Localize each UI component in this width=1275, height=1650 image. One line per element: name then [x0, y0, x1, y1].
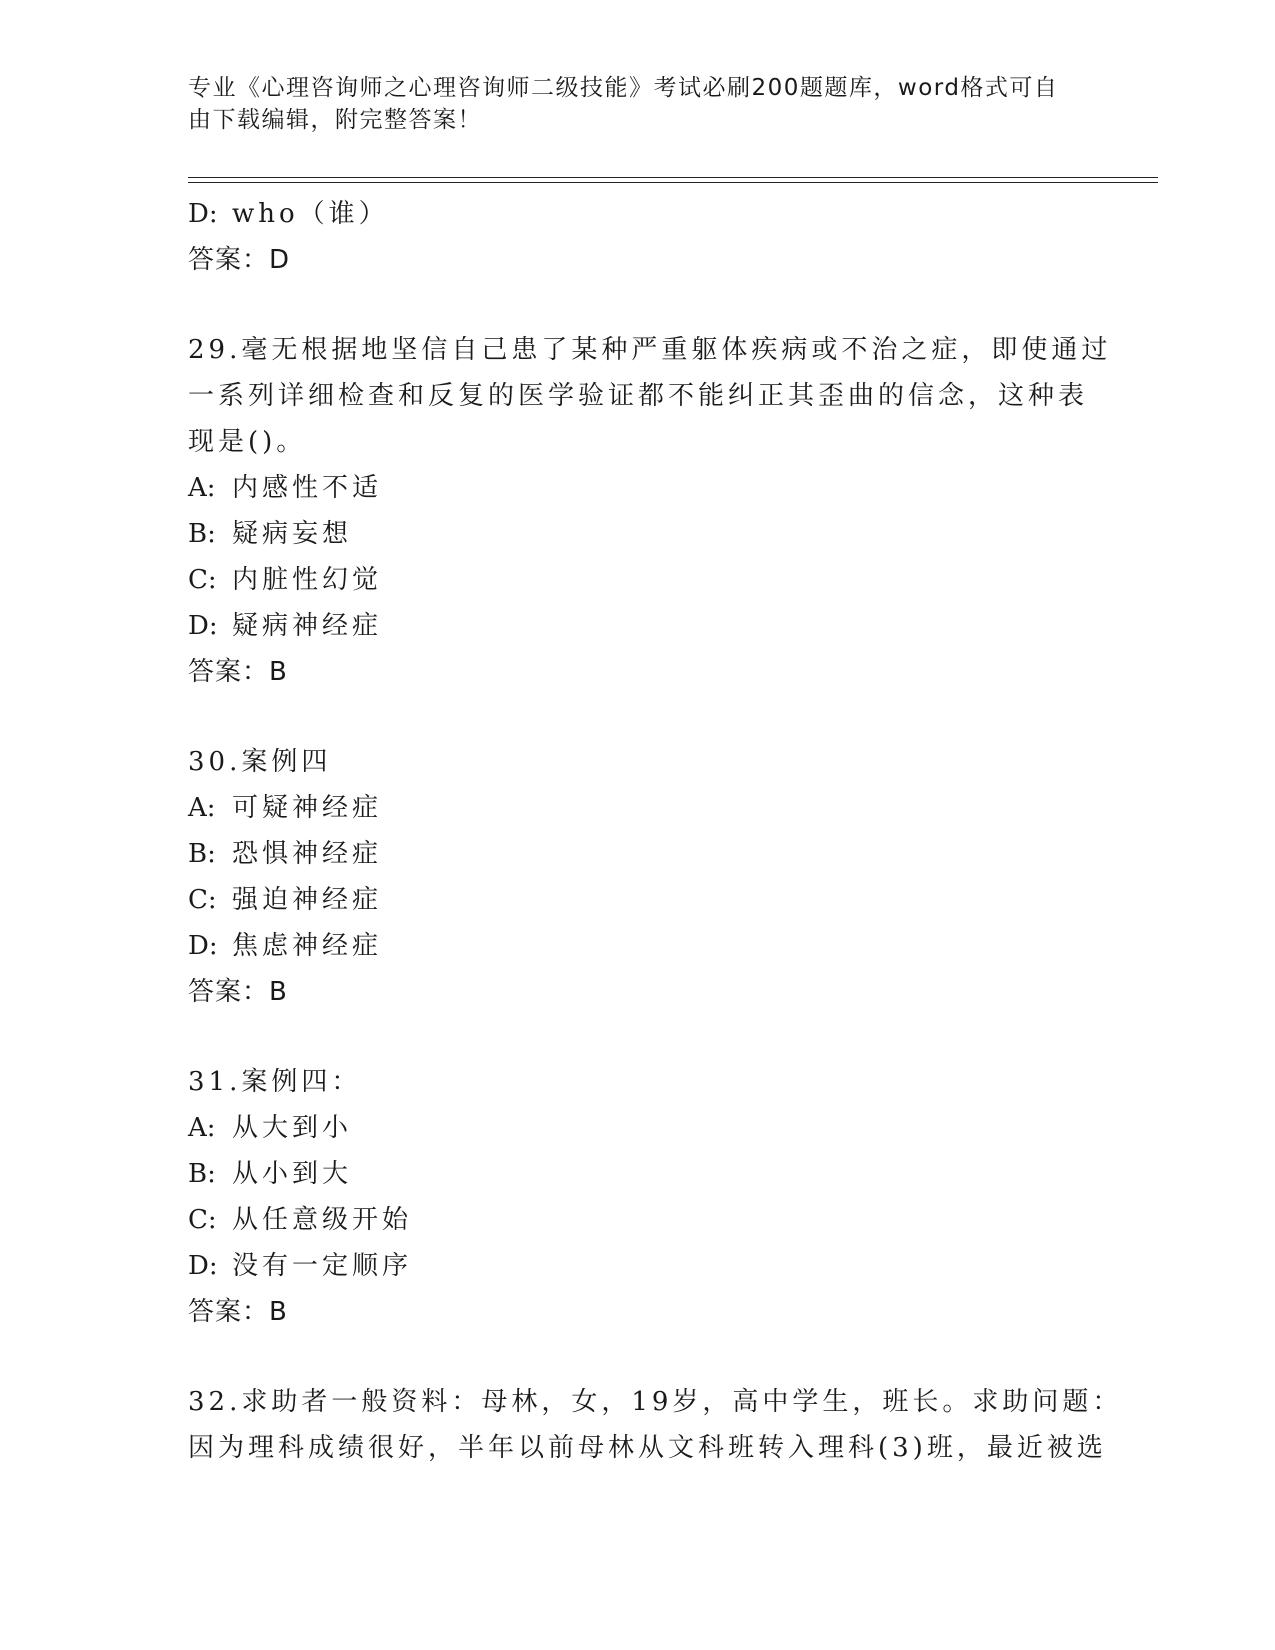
question-29 — [188, 327, 1112, 695]
answer-line: 答案：B — [188, 657, 288, 687]
option-label: B: — [188, 839, 216, 869]
option-label: C: — [188, 565, 217, 595]
question-list — [188, 191, 1123, 1471]
option-d — [188, 1243, 1088, 1289]
option-text: 从大到小 — [232, 1113, 353, 1143]
question-stem: 因为理科成绩很好，半年以前母林从文科班转入理科(3)班，最近被选 — [188, 1433, 1107, 1463]
option-label: B: — [188, 519, 216, 549]
answer-line: 答案：B — [188, 977, 288, 1007]
header-line-1: 专业《心理咨询师之心理咨询师二级技能》考试必刷200题题库，word格式可自 — [188, 75, 1059, 101]
option-b — [188, 831, 1088, 877]
option-label: D: — [188, 199, 218, 229]
spacer — [188, 1015, 1088, 1059]
option-a — [188, 465, 1088, 511]
option-a — [188, 785, 1088, 831]
option-c — [188, 877, 1088, 923]
option-label: A: — [188, 473, 216, 503]
option-c — [188, 1197, 1088, 1243]
option-d — [188, 603, 1088, 649]
answer-line: 答案：D — [188, 245, 291, 275]
option-label: B: — [188, 1159, 216, 1189]
header-line-2: 由下载编辑，附完整答案！ — [188, 107, 482, 133]
document-header — [188, 72, 1068, 136]
option-label: A: — [188, 1113, 216, 1143]
question-31 — [188, 1059, 1088, 1335]
option-text: 内感性不适 — [232, 473, 383, 503]
option-text: 疑病妄想 — [232, 519, 353, 549]
question-32 — [188, 1379, 1123, 1471]
option-label: A: — [188, 793, 216, 823]
spacer — [188, 1335, 1088, 1379]
option-text: 可疑神经症 — [232, 793, 383, 823]
option-c — [188, 557, 1088, 603]
option-text: 从任意级开始 — [232, 1205, 413, 1235]
option-b — [188, 1151, 1088, 1197]
option-text: 强迫神经症 — [232, 885, 383, 915]
question-stem: 现是()。 — [188, 427, 307, 457]
option-a — [188, 1105, 1088, 1151]
option-d — [188, 191, 1088, 237]
question-stem: 31.案例四： — [188, 1067, 362, 1097]
option-text: 从小到大 — [232, 1159, 353, 1189]
option-label: C: — [188, 885, 217, 915]
option-text: who（谁） — [232, 199, 389, 229]
option-text: 焦虑神经症 — [232, 931, 383, 961]
question-30 — [188, 739, 1088, 1015]
answer-line: 答案：B — [188, 1297, 288, 1327]
option-d — [188, 923, 1088, 969]
option-text: 疑病神经症 — [232, 611, 383, 641]
header-divider-top — [188, 177, 1158, 178]
option-text: 恐惧神经症 — [232, 839, 383, 869]
header-divider-bottom — [188, 182, 1158, 183]
question-stem: 32.求助者一般资料：母林，女，19岁，高中学生，班长。求助问题： — [188, 1387, 1123, 1417]
option-label: D: — [188, 1251, 218, 1281]
question-stem: 30.案例四 — [188, 747, 332, 777]
question-stem: 29.毫无根据地坚信自己患了某种严重躯体疾病或不治之症，即使通过 — [188, 335, 1112, 365]
option-label: C: — [188, 1205, 217, 1235]
prev-question-tail — [188, 191, 1088, 283]
option-b — [188, 511, 1088, 557]
option-label: D: — [188, 611, 218, 641]
option-label: D: — [188, 931, 218, 961]
spacer — [188, 695, 1088, 739]
option-text: 内脏性幻觉 — [232, 565, 383, 595]
option-text: 没有一定顺序 — [232, 1251, 413, 1281]
question-stem: 一系列详细检查和反复的医学验证都不能纠正其歪曲的信念，这种表 — [188, 381, 1089, 411]
spacer — [188, 283, 1088, 327]
